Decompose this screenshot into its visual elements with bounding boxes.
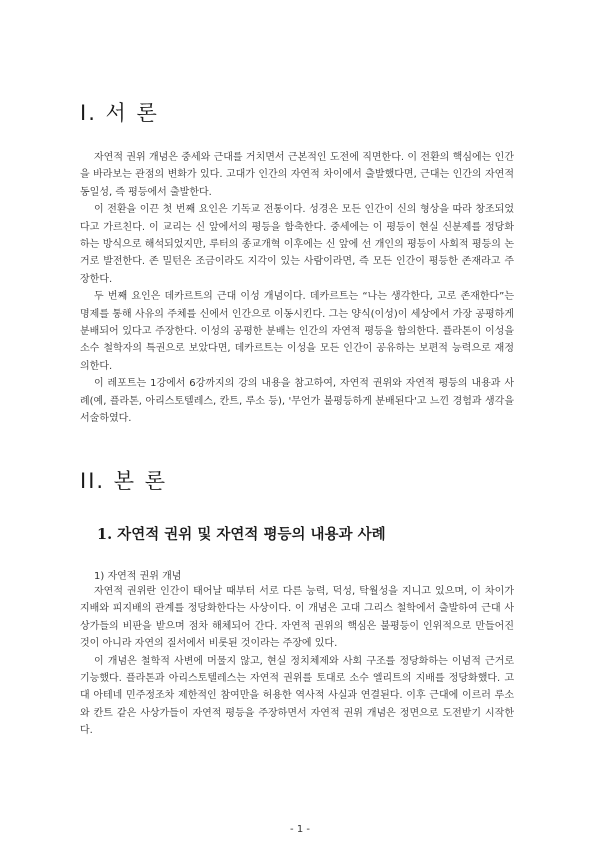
intro-body (80, 149, 514, 428)
intro-paragraph-3: 두 번째 요인은 데카르트의 근대 이성 개념이다. 데카르트는 “나는 생각한다, 고로 존재한다”는 명제를 통해 사유의 주체를 신에서 인간으로 이동시킨다. 그는 양식(이성)이 세상에서 가장 공평하게 분배되어 있다고 주장한다. 이성의 공평한 분배는 인간의 자연적 평등을 함의한다. 플라톤이 이성을 소수 철학자의 특권으로 보았다면, 데카르트는 이성을 모든 인간이 공유하는 보편적 능력으로 재정의한다. (80, 291, 514, 372)
body-text (80, 583, 514, 740)
body-paragraph-2: 이 개념은 철학적 사변에 머물지 않고, 현실 정치체제와 사회 구조를 정당화하는 이념적 근거로 기능했다. 플라톤과 아리스토텔레스는 자연적 권위를 토대로 소수 엘리트의 지배를 정당화했다. 고대 아테네 민주정조차 제한적인 참여만을 허용한 역사적 사실과 연결된다. 이후 근대에 이르러 루소와 칸트 같은 사상가들이 자연적 평등을 주장하면서 자연적 권위 개념은 정면으로 도전받기 시작한다. (80, 655, 514, 737)
intro-paragraph-4: 이 레포트는 1강에서 6강까지의 강의 내용을 참고하여, 자연적 권위와 자연적 평등의 내용과 사례(예, 플라톤, 아리스토텔레스, 칸트, 루소 등), '무언가 불평등하게 분배된다'고 느낀 경험과 생각을 서술하였다. (80, 378, 514, 425)
page-number: - 1 - (290, 824, 310, 835)
body-paragraph-1: 자연적 권위란 인간이 태어날 때부터 서로 다른 능력, 덕성, 탁월성을 지니고 있으며, 이 차이가 지배와 피지배의 관계를 정당화한다는 사상이다. 이 개념은 고대 그리스 철학에서 출발하여 근대 사상가들의 비판을 받으며 점차 해체되어 간다. 자연적 권위의 핵심은 불평등이 인위적으로 만들어진 것이 아니라 자연의 질서에서 비롯된 것이라는 주장에 있다. (80, 586, 514, 650)
intro-heading: I. 서 론 (80, 101, 159, 125)
intro-paragraph-2: 이 전환을 이끈 첫 번째 요인은 기독교 전통이다. 성경은 모든 인간이 신의 형상을 따라 창조되었다고 가르친다. 이 교리는 신 앞에서의 평등을 함축한다. 중세에는 이 평등이 현실 신분제를 정당화하는 방식으로 해석되었지만, 루터의 종교개혁 이후에는 신 앞에 선 개인의 평등이 사회적 평등의 논거로 발전한다. 존 밀턴은 조금이라도 지각이 있는 사람이라면, 즉 모든 인간이 평등한 존재라고 주장한다. (80, 204, 514, 285)
intro-paragraph-1: 자연적 권위 개념은 중세와 근대를 거치면서 근본적인 도전에 직면한다. 이 전환의 핵심에는 인간을 바라보는 관점의 변화가 있다. 고대가 인간의 자연적 차이에서 출발했다면, 근대는 인간의 자연적 동일성, 즉 평등에서 출발한다. (80, 152, 514, 198)
body-heading: II. 본 론 (80, 469, 167, 493)
subsection-title: 1) 자연적 권위 개념 (94, 571, 182, 582)
section-title: 1. 자연적 권위 및 자연적 평등의 내용과 사례 (97, 526, 386, 543)
